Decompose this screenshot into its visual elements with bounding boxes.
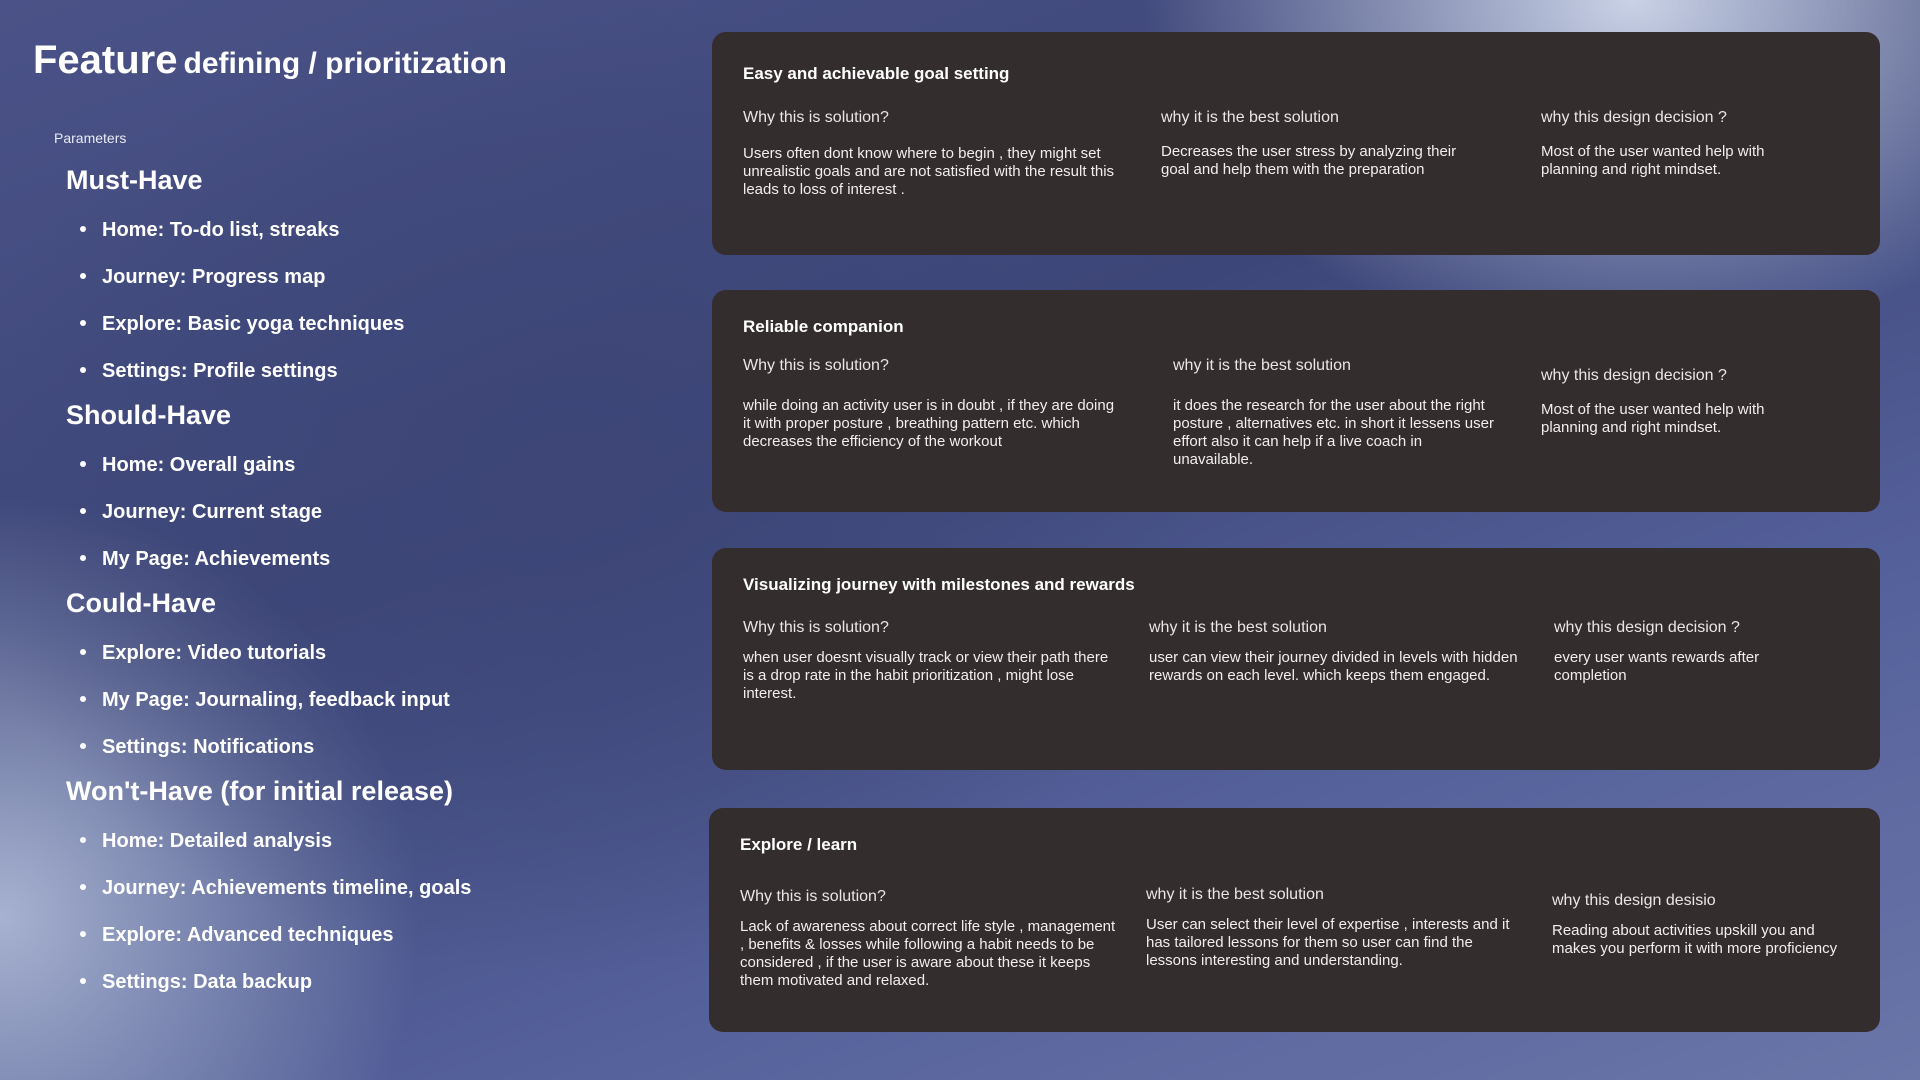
section-must-have: Must-Have [66,165,203,195]
column-heading: Why this is solution? [743,109,889,126]
column-body: User can select their level of expertise , interests and it has tailored lessons for them so user can find the lessons interesting and understanding. [1146,916,1510,969]
column-body: when user doesnt visually track or view their path there is a drop rate in the habit prioritization , might lose interest. [743,649,1109,702]
card-title: Reliable companion [743,317,904,336]
column-heading: why it is the best solution [1146,886,1324,903]
section-should-have: Should-Have [66,400,232,430]
column-body: while doing an activity user is in doubt , if they are doing it with proper posture , breathing pattern etc. which decreases the efficiency of the workout [743,397,1115,450]
card-column-why-solution [743,109,1123,199]
list-item: Journey: Achievements timeline, goals [80,877,471,900]
list-item: Settings: Profile settings [80,360,338,383]
column-heading: Why this is solution? [743,619,889,636]
card-column-design-decision [1554,619,1834,685]
feature-card-visualizing-journey [712,548,1880,770]
column-heading: why this design decision ? [1541,109,1727,126]
column-heading: Why this is solution? [740,888,886,905]
list-item: Home: To-do list, streaks [80,219,339,242]
list-item: Explore: Basic yoga techniques [80,313,404,336]
card-column-best-solution [1146,886,1516,970]
column-body: Most of the user wanted help with planning and right mindset. [1541,143,1765,178]
card-column-design-decision [1541,109,1821,179]
column-heading: why this design decision ? [1554,619,1740,636]
list-item: My Page: Journaling, feedback input [80,689,450,712]
column-body: Most of the user wanted help with planning and right mindset. [1541,401,1765,436]
column-body: Lack of awareness about correct life style , management , benefits & losses while following a habit needs to be considered , if the user is aware about these it keeps them motivated and relaxed. [740,918,1116,989]
card-column-best-solution [1161,109,1481,179]
column-body: Reading about activities upskill you and makes you perform it with more proficiency [1552,922,1838,957]
page-title-bold: Feature [33,38,178,82]
page-title-rest: defining / prioritization [183,47,507,80]
card-column-why-solution [743,357,1123,451]
column-heading: why it is the best solution [1161,109,1339,126]
card-column-best-solution [1173,357,1503,469]
column-body: user can view their journey divided in levels with hidden rewards on each level. which keeps them engaged. [1149,649,1518,684]
list-item: Explore: Video tutorials [80,642,326,665]
card-column-design-decision [1541,367,1821,437]
list-item: Settings: Data backup [80,971,312,994]
card-column-why-solution [740,888,1120,990]
card-column-best-solution [1149,619,1519,685]
card-title: Easy and achievable goal setting [743,64,1010,83]
list-item: Home: Detailed analysis [80,830,332,853]
feature-card-explore-learn [709,808,1880,1032]
card-title: Visualizing journey with milestones and rewards [743,575,1135,594]
column-heading: why it is the best solution [1149,619,1327,636]
column-heading: why this design desisio [1552,892,1716,909]
column-body: Users often dont know where to begin , they might set unrealistic goals and are not satisfied with the result this leads to loss of interest . [743,145,1115,198]
list-item: Home: Overall gains [80,454,295,477]
list-item: My Page: Achievements [80,548,330,571]
feature-card-reliable-companion [712,290,1880,512]
column-heading: Why this is solution? [743,357,889,374]
feature-card-goal-setting [712,32,1880,255]
page-title [33,38,507,83]
card-column-why-solution [743,619,1123,703]
card-title: Explore / learn [740,835,858,854]
list-item: Explore: Advanced techniques [80,924,394,947]
column-body: it does the research for the user about the right posture , alternatives etc. in short it lessens user effort also it can help if a live coach in unavailable. [1173,397,1494,468]
parameters-label: Parameters [54,130,127,146]
list-item: Journey: Progress map [80,266,325,289]
section-wont-have: Won't-Have (for initial release) [66,776,454,806]
column-body: Decreases the user stress by analyzing their goal and help them with the preparation [1161,143,1457,178]
list-item: Journey: Current stage [80,501,322,524]
column-heading: why it is the best solution [1173,357,1351,374]
column-body: every user wants rewards after completion [1554,649,1760,684]
section-could-have: Could-Have [66,588,217,618]
card-column-design-decision [1552,892,1862,958]
list-item: Settings: Notifications [80,736,314,759]
column-heading: why this design decision ? [1541,367,1727,384]
